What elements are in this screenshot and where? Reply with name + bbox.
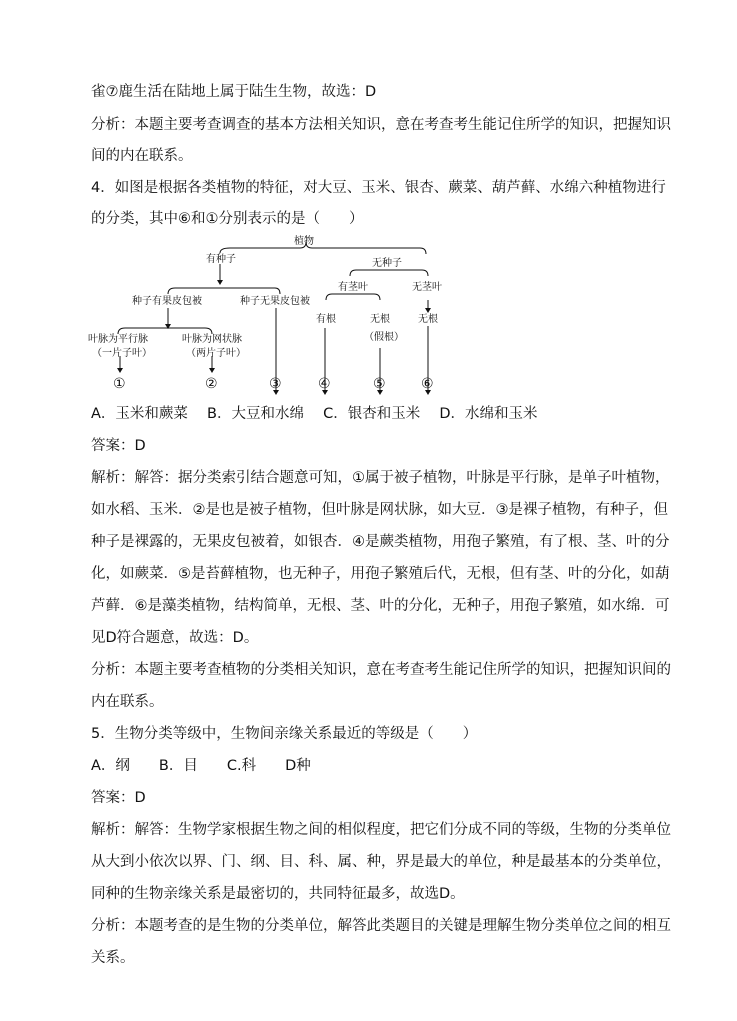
explanation-line: 芦藓．⑥是藻类植物，结构简单，无根、茎、叶的分化，无种子，用孢子繁殖，如水绵．可 <box>91 598 670 614</box>
explanation-line: 从大到小依次以界、门、纲、目、科、属、种，界是最大的单位，种是最基本的分类单位， <box>91 854 671 870</box>
label-4: ④ <box>318 376 331 392</box>
node-net: 叶脉为网状脉 <box>182 334 242 345</box>
explanation-line: 解析：解答：据分类索引结合题意可知，①属于被子植物，叶脉是平行脉，是单子叶植物， <box>91 470 670 486</box>
label-2: ② <box>205 376 218 392</box>
node-parallel-sub: （一片子叶） <box>92 348 152 359</box>
node-no-root: 无根 <box>370 314 390 325</box>
question-4-stem: 4．如图是根据各类植物的特征，对大豆、玉米、银杏、蕨菜、葫芦藓、水绵六种植物进行 <box>91 180 666 196</box>
node-uncovered: 种子无果皮包被 <box>240 296 310 307</box>
question-5-options: A．纲 B．目 C.科 D种 <box>91 758 311 774</box>
label-6: ⑥ <box>421 376 434 392</box>
question-4-stem: 的分类，其中⑥和①分别表示的是（ ） <box>91 211 364 227</box>
node-parallel: 叶脉为平行脉 <box>88 334 148 345</box>
explanation-line: 解析：解答：生物学家根据生物之间的相似程度，把它们分成不同的等级，生物的分类单位 <box>91 822 671 838</box>
analysis-line: 内在联系。 <box>91 694 164 710</box>
explanation-line: 种子是裸露的，无果皮包被着，如银杏．④是蕨类植物，用孢子繁殖，有了根、茎、叶的分 <box>91 534 670 550</box>
plant-classification-diagram <box>80 228 460 403</box>
node-stem-leaf: 有茎叶 <box>338 282 368 293</box>
node-root: 植物 <box>294 236 314 247</box>
label-3: ③ <box>269 376 282 392</box>
explanation-line: 化，如蕨菜．⑤是苔藓植物，也无种子，用孢子繁殖后代，无根，但有茎、叶的分化，如葫 <box>91 566 670 582</box>
explanation-line: 见D符合题意，故选：D。 <box>91 630 259 646</box>
question-5-stem: 5．生物分类等级中，生物间亲缘关系最近的等级是（ ） <box>91 726 478 742</box>
question-5-answer: 答案：D <box>91 790 146 806</box>
node-no-stem-leaf: 无茎叶 <box>412 282 442 293</box>
explanation-line: 如水稻、玉米．②是也是被子植物，但叶脉是网状脉，如大豆．③是裸子植物，有种子，但 <box>91 502 668 518</box>
analysis-line: 关系。 <box>91 950 135 966</box>
analysis-line: 分析：本题考查的是生物的分类单位，解答此类题目的关键是理解生物分类单位之间的相互 <box>91 918 671 934</box>
node-has-seed: 有种子 <box>206 254 236 265</box>
node-fake-root: （假根） <box>364 332 404 343</box>
label-5: ⑤ <box>373 376 386 392</box>
text-line: 雀⑦鹿生活在陆地上属于陆生生物，故选：D <box>91 84 377 100</box>
node-no-root-2: 无根 <box>418 314 438 325</box>
node-has-root: 有根 <box>316 314 336 325</box>
node-net-sub: （两片子叶） <box>186 348 246 359</box>
analysis-line: 分析：本题主要考查植物的分类相关知识，意在考查考生能记住所学的知识，把握知识间的 <box>91 662 671 678</box>
text-line: 间的内在联系。 <box>91 148 193 164</box>
node-covered: 种子有果皮包被 <box>132 296 202 307</box>
explanation-line: 同种的生物亲缘关系是最密切的，共同特征最多，故选D。 <box>91 886 465 902</box>
question-4-answer: 答案：D <box>91 438 146 454</box>
text-line: 分析：本题主要考查调查的基本方法相关知识，意在考查考生能记住所学的知识，把握知识 <box>91 117 671 133</box>
label-1: ① <box>113 376 126 392</box>
question-4-options: A．玉米和蕨菜 B．大豆和水绵 C．银杏和玉米 D．水绵和玉米 <box>91 406 538 422</box>
node-no-seed: 无种子 <box>372 258 402 269</box>
